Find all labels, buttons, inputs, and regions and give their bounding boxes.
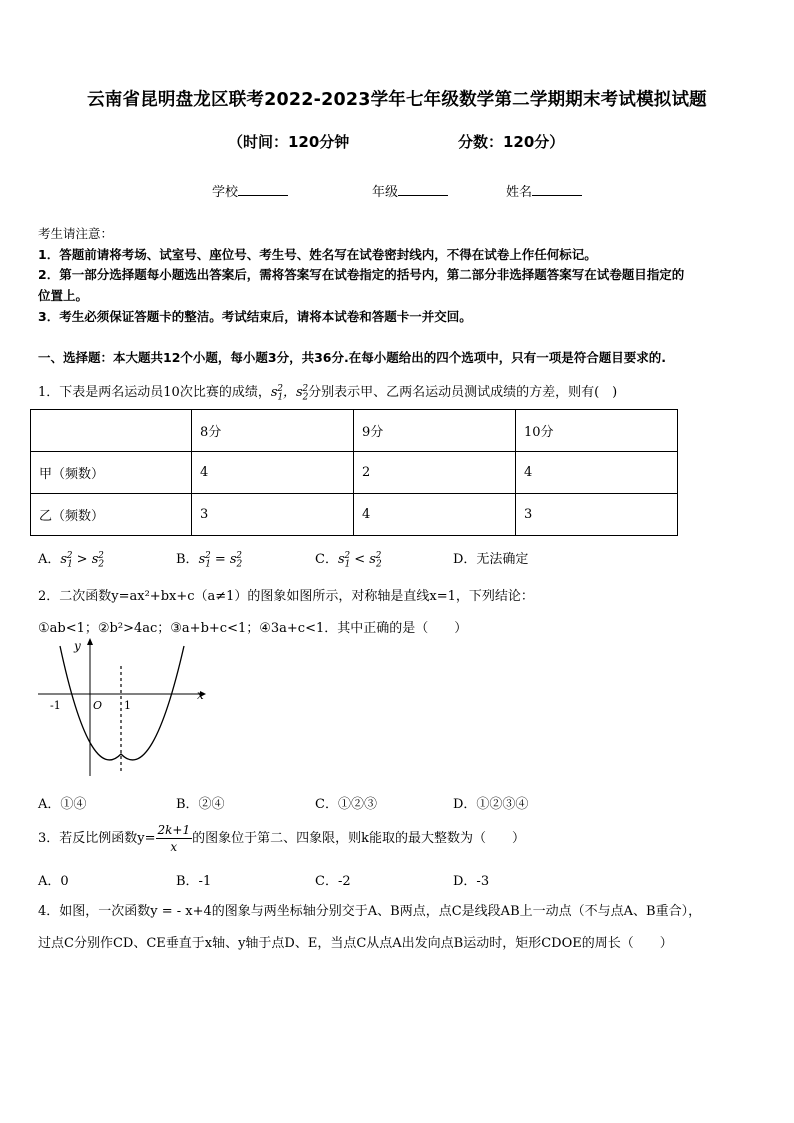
table-row (31, 410, 678, 452)
grade-field (372, 181, 448, 200)
q1-table (30, 409, 678, 536)
q3-stem-a: 3．若反比例函数y= (38, 831, 156, 846)
exam-title: 云南省昆明盘龙区联考2022-2023学年七年级数学第二学期期末考试模拟试题 (87, 90, 707, 110)
option-label: A． (38, 552, 61, 567)
table-cell: 9分 (354, 410, 516, 452)
q1-option-c: C．$s_1^2 < s_2^2$ (315, 550, 382, 570)
option-label: B． (176, 552, 199, 567)
table-cell: 4 (354, 494, 516, 536)
q2-option-a: A．①④ (38, 797, 87, 812)
q3-option-d: D．-3 (453, 874, 490, 889)
parabola-graph (34, 636, 214, 778)
name-blank (532, 183, 582, 196)
q1-option-b: B．$s_1^2 = s_2^2$ (176, 550, 243, 570)
table-row (31, 494, 678, 536)
notes-heading: 考生请注意： (38, 226, 114, 241)
school-field (212, 181, 288, 200)
note-2b: 位置上。 (38, 288, 89, 303)
table-cell: 3 (516, 494, 678, 536)
table-cell: 2 (354, 452, 516, 494)
grade-blank (398, 183, 448, 196)
section-heading: 一、选择题：本大题共12个小题，每小题3分，共36分.在每小题给出的四个选项中，只有一项是符合题目要求的. (38, 350, 666, 365)
school-label: 学校 (212, 185, 239, 200)
q1-variance-symbols: $s_1^2$，$s_2^2$ (270, 383, 309, 403)
origin-label: O (93, 699, 103, 712)
q3-fraction (156, 822, 193, 855)
q3-option-b: B．-1 (176, 874, 212, 889)
table-cell: 4 (192, 452, 354, 494)
q1-stem (38, 381, 617, 403)
x-axis-label: x (197, 688, 204, 702)
q3-stem-b: 的图象位于第二、四象限，则k能取的最大整数为（ ） (192, 831, 526, 846)
q3-option-c: C．-2 (315, 874, 351, 889)
q2-stem-1: 2．二次函数y=ax²+bx+c（a≠1）的图象如图所示，对称轴是直线x=1，下列结论： (38, 589, 534, 604)
q2-stem-2: ①ab<1；②b²>4ac；③a+b+c<1；④3a+c<1．其中正确的是（ ） (38, 621, 468, 636)
table-cell: 甲（频数） (31, 452, 192, 494)
exam-time: （时间：120分钟 (228, 133, 350, 151)
grade-label: 年级 (372, 185, 399, 200)
table-cell: 乙（频数） (31, 494, 192, 536)
q4-line-2: 过点C分别作CD、CE垂直于x轴、y轴于点D、E，当点C从点A出发向点B运动时，矩形CDOE的周长（ ） (38, 936, 673, 951)
q3-option-a: A．0 (38, 874, 69, 889)
y-axis-label: y (74, 639, 81, 653)
fraction-denominator: x (170, 840, 178, 854)
table-cell: 10分 (516, 410, 678, 452)
table-cell: 4 (516, 452, 678, 494)
q1-option-a: A．$s_1^2 > s_2^2$ (38, 550, 105, 570)
note-2a: 2．第一部分选择题每小题选出答案后，需将答案写在试卷指定的括号内，第二部分非选择题答案写在试卷题目指定的 (38, 267, 685, 282)
q2-option-b: B．②④ (176, 797, 225, 812)
q1-stem-b: 分别表示甲、乙两名运动员测试成绩的方差，则有( ) (308, 385, 618, 400)
option-label: C． (315, 552, 338, 567)
q4-line-1: 4．如图，一次函数y = - x+4的图象与两坐标轴分别交于A、B两点，点C是线段AB上一动点（不与点A、B重合）， (38, 904, 702, 919)
name-field (506, 181, 582, 200)
note-3: 3．考生必须保证答题卡的整洁。考试结束后，请将本试卷和答题卡一并交回。 (38, 309, 472, 324)
parabola-curve (60, 646, 184, 760)
school-blank (238, 183, 288, 196)
y-axis-arrow (87, 638, 93, 645)
table-row (31, 452, 678, 494)
note-1: 1．答题前请将考场、试室号、座位号、考生号、姓名写在试卷密封线内，不得在试卷上作任何标记。 (38, 247, 597, 262)
table-cell: 3 (192, 494, 354, 536)
tick-label-neg1: -1 (50, 699, 61, 712)
q2-option-d: D．①②③④ (453, 797, 529, 812)
fraction-numerator: 2k+1 (157, 823, 191, 837)
table-cell: 8分 (192, 410, 354, 452)
name-label: 姓名 (506, 185, 533, 200)
exam-score: 分数：120分） (458, 133, 565, 151)
q1-option-d: D．无法确定 (453, 552, 529, 567)
q3-stem (38, 822, 525, 855)
table-cell (31, 410, 192, 452)
q1-stem-a: 1．下表是两名运动员10次比赛的成绩， (38, 385, 271, 400)
tick-label-1: 1 (124, 699, 131, 712)
q2-option-c: C．①②③ (315, 797, 377, 812)
